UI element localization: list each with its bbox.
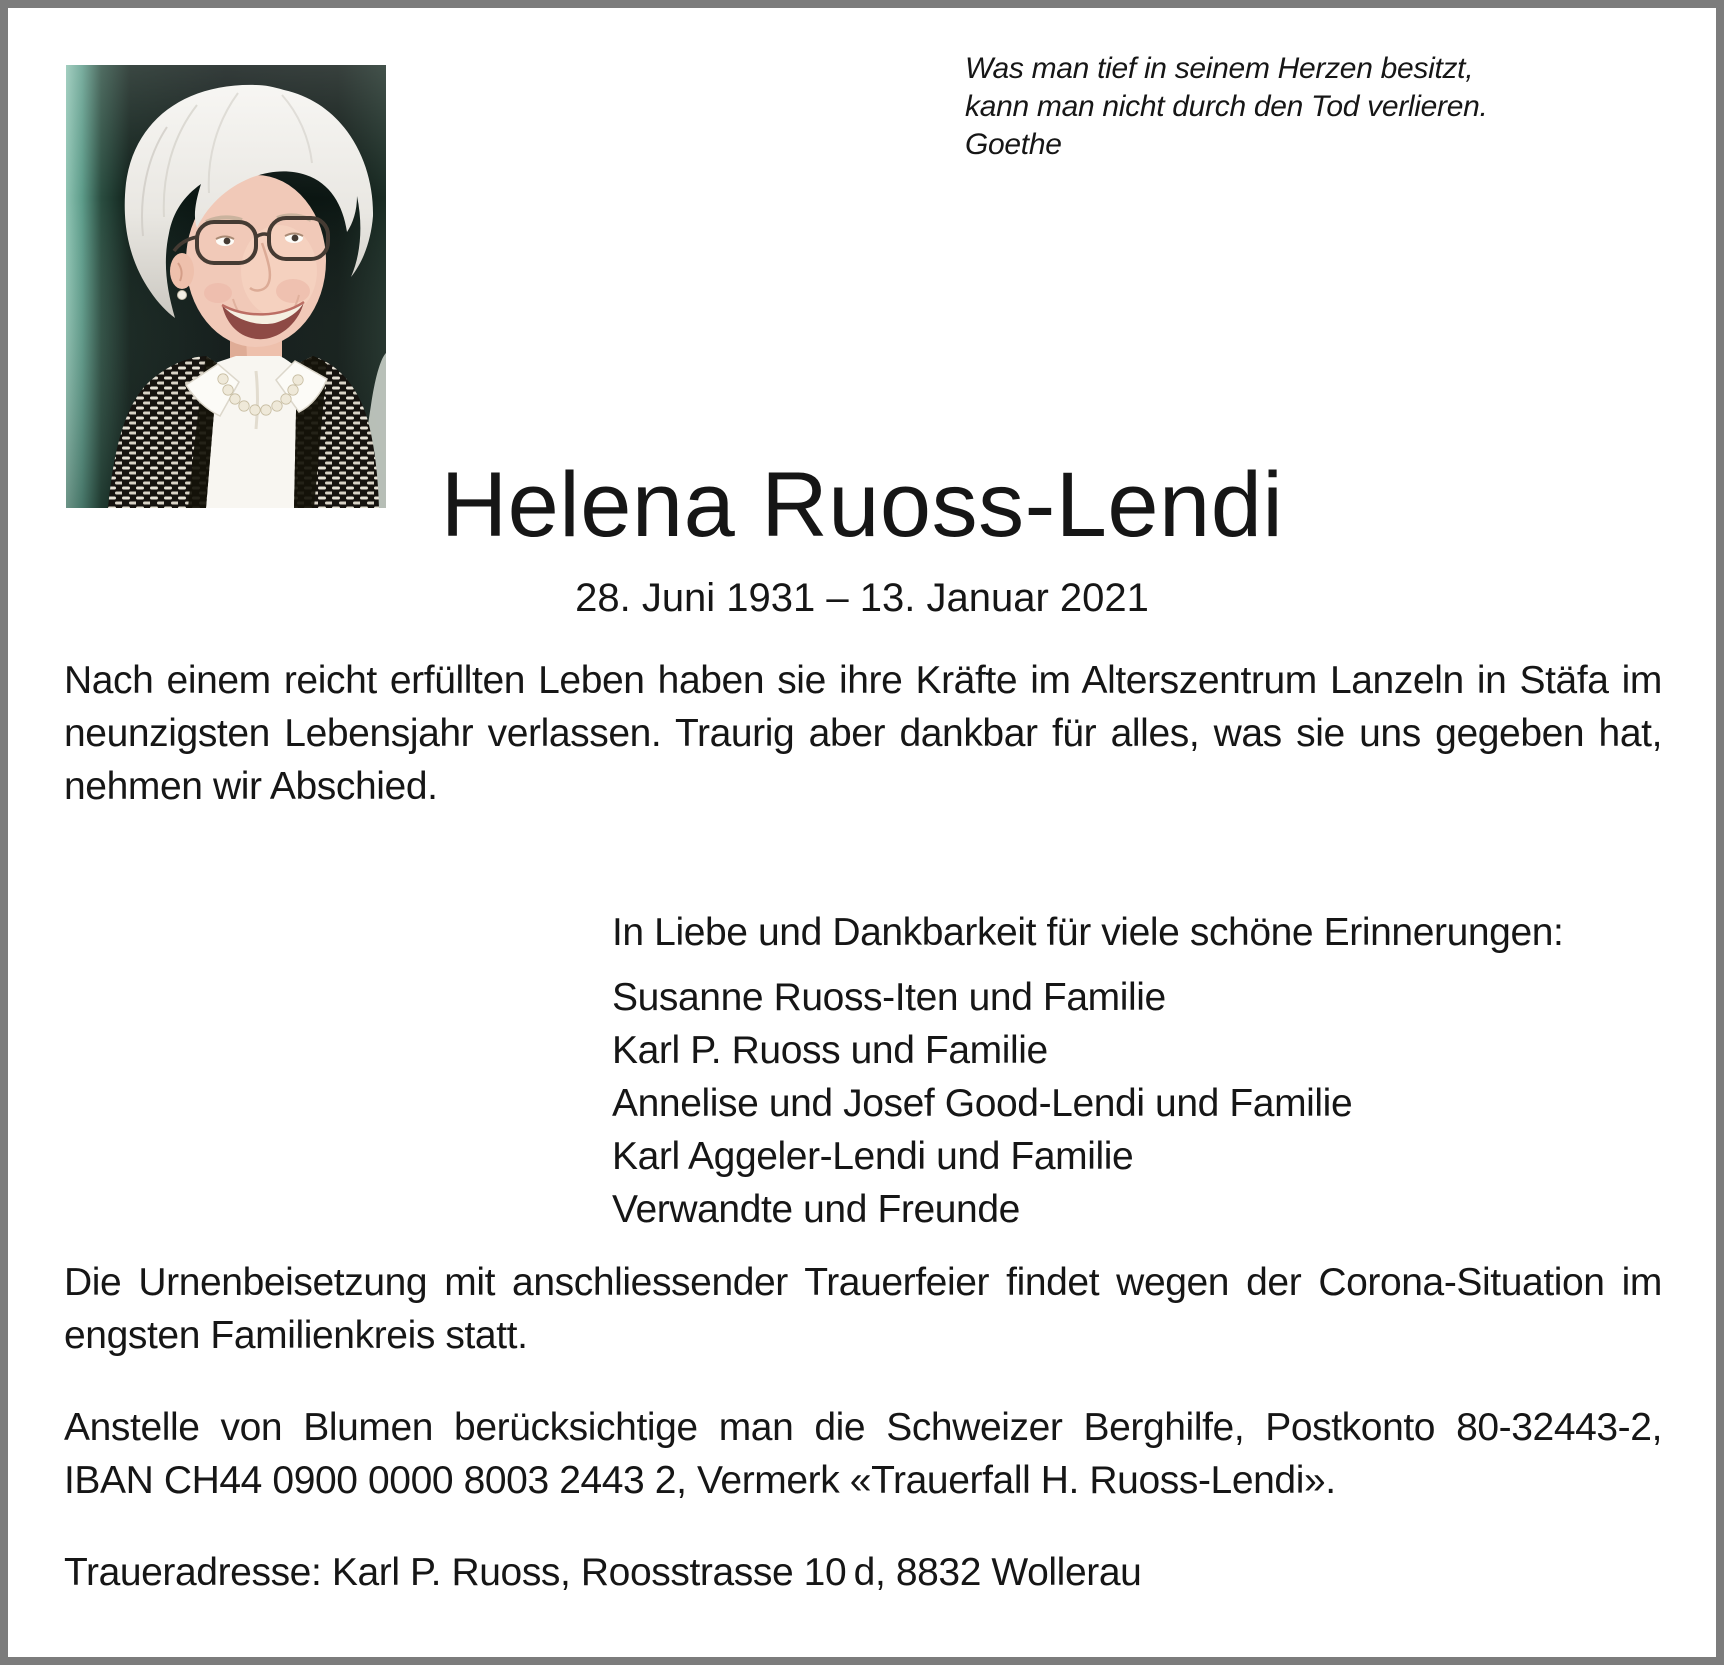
mourner-item: Karl Aggeler-Lendi und Familie (612, 1135, 1134, 1178)
funeral-info-text: Die Urnenbeisetzung mit anschliessender Trauerfeier findet wegen der Corona-Situation im engsten Familienkreis statt. (64, 1261, 1662, 1357)
deceased-name: Helena Ruoss-Lendi (440, 454, 1284, 556)
donation-info-text: Anstelle von Blumen berücksichtige man die Schweizer Berghilfe, Postkonto 80-32443-2, IBAN CH44 0900 0000 8003 2443 2, Vermerk «Trauerfall H. Ruoss-Lendi». (64, 1406, 1662, 1502)
mourner-item: Karl P. Ruoss und Familie (612, 1029, 1048, 1072)
mourning-address: Traueradresse: Karl P. Ruoss, Roosstrasse 10 d, 8832 Wollerau (64, 1551, 1142, 1594)
portrait-photo (66, 65, 386, 508)
portrait-image (66, 65, 386, 508)
mourner-item: Verwandte und Freunde (612, 1188, 1020, 1231)
gratitude-line: In Liebe und Dankbarkeit für viele schöne Erinnerungen: (612, 911, 1564, 954)
mourners-block (612, 906, 1563, 1236)
quote-line-1: Was man tief in seinem Herzen besitzt, (965, 52, 1474, 85)
life-dates: 28. Juni 1931 – 13. Januar 2021 (575, 576, 1149, 620)
obituary-intro-text: Nach einem reicht erfüllten Leben haben sie ihre Kräfte im Alterszentrum Lanzeln in Stäfa im neunzigsten Lebensjahr verlassen. Traurig aber dankbar für alles, was sie uns gegeben hat, nehmen wir Abschied. (64, 659, 1662, 808)
mourner-item: Susanne Ruoss-Iten und Familie (612, 976, 1166, 1019)
memorial-quote (965, 50, 1488, 164)
quote-attribution: Goethe (965, 128, 1062, 161)
quote-line-2: kann man nicht durch den Tod verlieren. (965, 90, 1488, 123)
mourner-item: Annelise und Josef Good-Lendi und Familie (612, 1082, 1353, 1125)
